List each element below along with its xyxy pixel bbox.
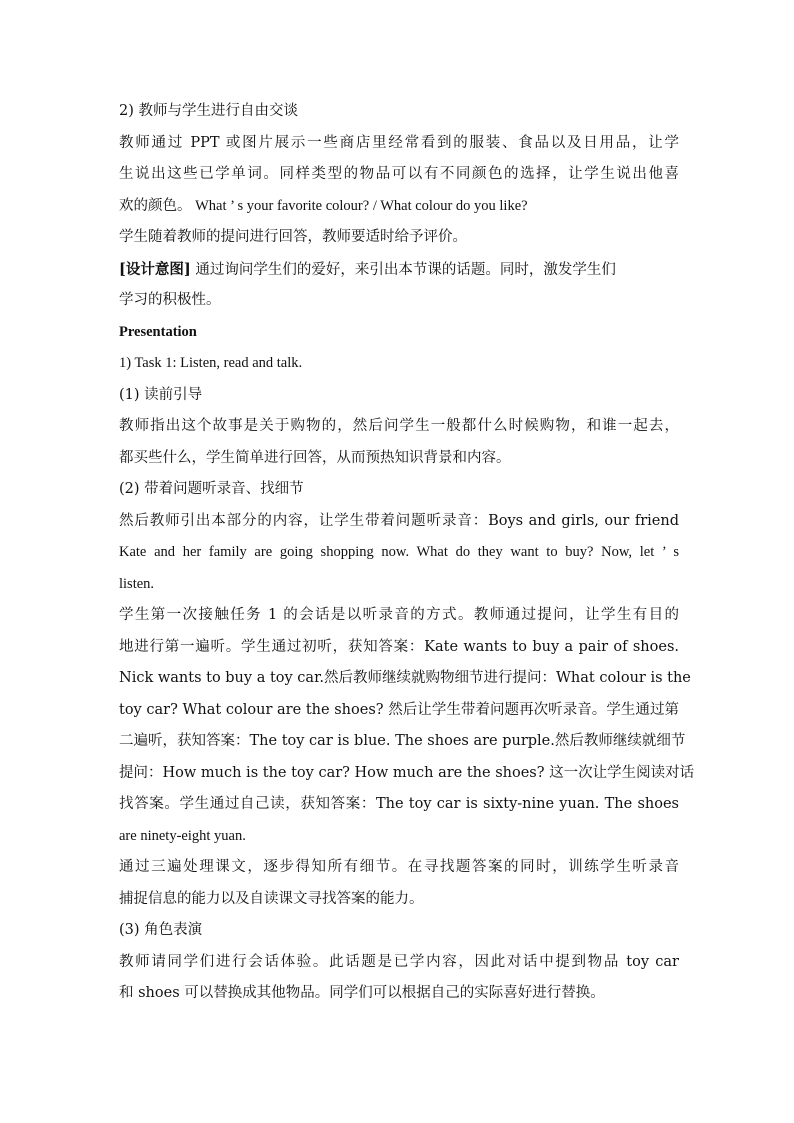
paragraph-line: Nick wants to buy a toy car.然后教师继续就购物细节进行提问：What colour is the (119, 670, 691, 686)
paragraph-line: 学生随着教师的提问进行回答，教师要适时给予评价。 (119, 229, 467, 245)
section-heading-presentation: Presentation (119, 323, 197, 340)
paragraph-line: 教师通过 PPT 或图片展示一些商店里经常看到的服装、食品以及日用品，让学 (119, 134, 679, 151)
paragraph-line: 通过三遍处理课文，逐步得知所有细节。在寻找题答案的同时，训练学生听录音 (119, 859, 679, 875)
paragraph-line: 都买些什么，学生简单进行回答，从而预热知识背景和内容。 (119, 449, 511, 466)
sub-heading-listening: (2) 带着问题听录音、找细节 (119, 481, 304, 497)
paragraph-line: listen. (119, 575, 155, 592)
paragraph-line: 二遍听，获知答案：The toy car is blue. The shoes are purple.然后教师继续就细节 (119, 733, 686, 749)
design-intent-label: [设计意图] (119, 260, 191, 278)
step-heading-free-talk: 2) 教师与学生进行自由交谈 (119, 103, 298, 119)
paragraph-line: Kate and her family are going shopping now. What do they want to buy? Now, let ’ s (119, 544, 679, 560)
paragraph-line: toy car? What colour are the shoes? 然后让学生带着问题再次听录音。学生通过第 (119, 701, 679, 718)
paragraph-line: 地进行第一遍听。学生通过初听，获知答案：Kate wants to buy a pair of shoes. (119, 638, 679, 655)
paragraph-line: 找答案。学生通过自己读，获知答案：The toy car is sixty-nine yuan. The shoes (119, 796, 679, 812)
paragraph-line: 教师请同学们进行会话体验。此话题是已学内容，因此对话中提到物品 toy car (119, 953, 679, 970)
paragraph-line: are ninety-eight yuan. (119, 827, 246, 844)
paragraph-line: 学习的积极性。 (119, 292, 221, 308)
paragraph-line: 提问：How much is the toy car? How much are the shoes? 这一次让学生阅读对话 (119, 764, 695, 781)
sub-heading-pre-reading: (1) 读前引导 (119, 386, 203, 403)
paragraph-line: 欢的颜色。 What ’ s your favorite colour? / What colour do you like? (119, 197, 528, 214)
sub-heading-role-play: (3) 角色表演 (119, 922, 203, 938)
design-intent-line (119, 254, 679, 286)
document-page (119, 96, 695, 1010)
paragraph-line: 学生第一次接触任务 1 的会话是以听录音的方式。教师通过提问，让学生有目的 (119, 607, 679, 623)
paragraph-line: 和 shoes 可以替换成其他物品。同学们可以根据自己的实际喜好进行替换。 (119, 985, 605, 1001)
design-intent-text: 通过询问学生们的爱好，来引出本节课的话题。同时，激发学生们 (190, 261, 616, 278)
task-heading: 1) Task 1: Listen, read and talk. (119, 355, 303, 371)
paragraph-line: 生说出这些已学单词。同样类型的物品可以有不同颜色的选择，让学生说出他喜 (119, 166, 679, 182)
paragraph-line: 然后教师引出本部分的内容，让学生带着问题听录音：Boys and girls, our friend (119, 512, 679, 529)
paragraph-line: 捕捉信息的能力以及自读课文寻找答案的能力。 (119, 890, 424, 907)
paragraph-line: 教师指出这个故事是关于购物的，然后问学生一般都什么时候购物，和谁一起去， (119, 418, 679, 434)
